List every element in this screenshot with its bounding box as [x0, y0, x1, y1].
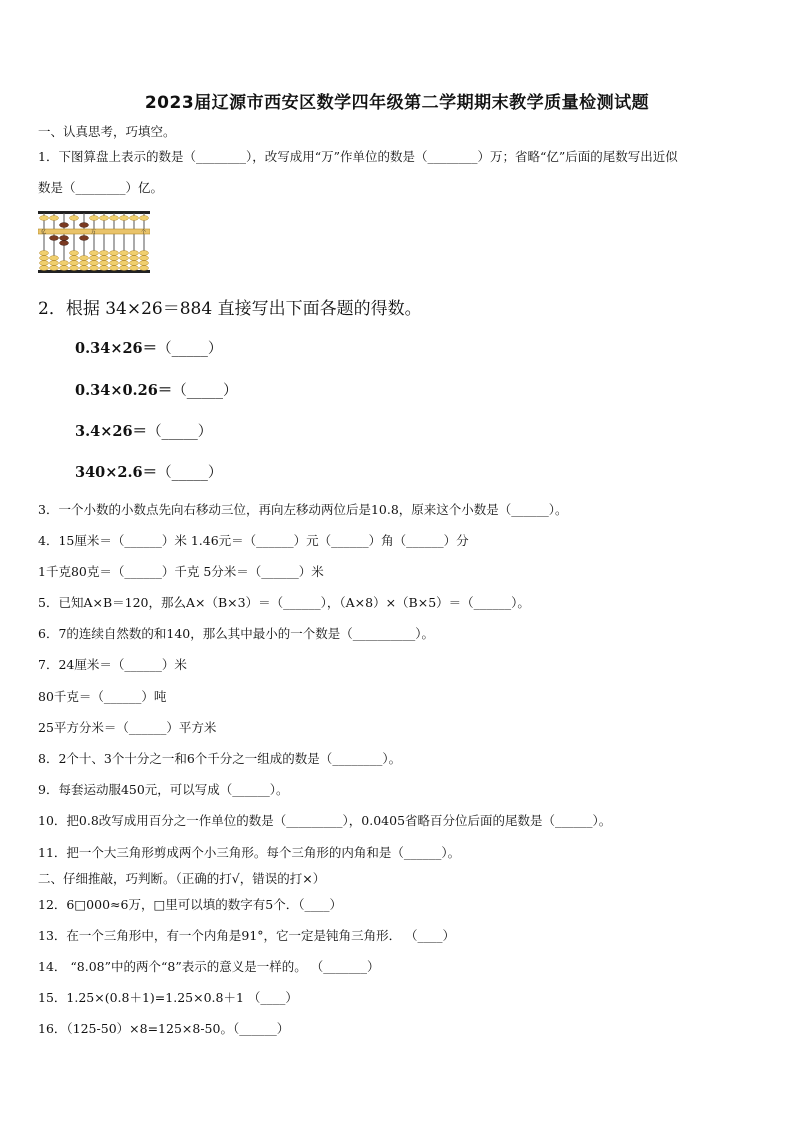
question-2-heading: 2．根据 34×26＝884 直接写出下面各题的得数。 — [38, 299, 422, 319]
section-1-heading: 一、认真思考，巧填空。 — [38, 124, 176, 139]
question-1-line-1: 1．下图算盘上表示的数是（________），改写成用“万”作单位的数是（________）万；省略“亿”后面的尾数写出近似 — [38, 149, 678, 164]
question-12: 12．6□000≈6万，□里可以填的数字有5个．（____） — [38, 897, 342, 912]
question-13: 13．在一个三角形中，有一个内角是91°，它一定是钝角三角形． （____） — [38, 928, 456, 943]
equation-3-expr: 3.4×26＝ — [75, 423, 148, 440]
equation-4-blank[interactable]: （_____） — [157, 465, 223, 481]
question-8: 8．2个十、3个十分之一和6个千分之一组成的数是（________）。 — [38, 751, 402, 766]
question-15: 15．1.25×(0.8＋1)=1.25×0.8＋1 （____） — [38, 990, 298, 1005]
question-7-line-3: 25平方分米＝（______）平方米 — [38, 720, 217, 735]
question-4-line-1: 4．15厘米＝（______）米 1.46元＝（______）元（______）角（______）分 — [38, 533, 469, 548]
question-10: 10．把0.8改写成用百分之一作单位的数是（_________），0.0405省略百分位后面的尾数是（______）。 — [38, 813, 612, 828]
question-6: 6．7的连续自然数的和140，那么其中最小的一个数是（__________）。 — [38, 626, 435, 641]
abacus-figure — [38, 211, 150, 273]
question-16: 16．（125-50）×8=125×8-50。（______） — [38, 1021, 290, 1036]
question-11: 11．把一个大三角形剪成两个小三角形。每个三角形的内角和是（______）。 — [38, 845, 461, 860]
question-7-line-2: 80千克＝（______）吨 — [38, 689, 167, 704]
question-4-line-2: 1千克80克＝（______）千克 5分米＝（______）米 — [38, 564, 324, 579]
section-2-heading: 二、仔细推敲，巧判断。（正确的打√，错误的打×） — [38, 871, 326, 886]
equation-1 — [75, 337, 222, 358]
page-title: 2023届辽源市西安区数学四年级第二学期期末教学质量检测试题 — [144, 93, 650, 113]
abacus-label-wan: 万 — [91, 229, 97, 236]
question-7-line-1: 7．24厘米＝（______）米 — [38, 657, 187, 672]
equation-2-blank[interactable]: （_____） — [172, 383, 238, 399]
question-9: 9．每套运动服450元，可以写成（______）。 — [38, 782, 289, 797]
abacus-label-yi: 亿 — [41, 229, 47, 236]
question-3: 3．一个小数的小数点先向右移动三位，再向左移动两位后是10.8，原来这个小数是（______）。 — [38, 502, 568, 517]
equation-1-blank[interactable]: （_____） — [157, 341, 223, 357]
equation-3 — [75, 420, 212, 441]
equation-2 — [75, 379, 238, 400]
equation-3-blank[interactable]: （_____） — [147, 424, 213, 440]
equation-1-expr: 0.34×26＝ — [75, 340, 158, 357]
equation-4-expr: 340×2.6＝ — [75, 464, 158, 481]
abacus-label-ge: 个 — [141, 229, 147, 236]
question-5: 5．已知A×B＝120，那么A×（B×3）＝（______），（A×8）×（B×5）＝（______）。 — [38, 595, 530, 610]
equation-4 — [75, 461, 222, 482]
equation-2-expr: 0.34×0.26＝ — [75, 382, 173, 399]
question-1-line-2: 数是（________）亿。 — [38, 180, 164, 195]
question-14: 14． “8.08”中的两个“8”表示的意义是一样的。 （_______） — [38, 959, 380, 974]
